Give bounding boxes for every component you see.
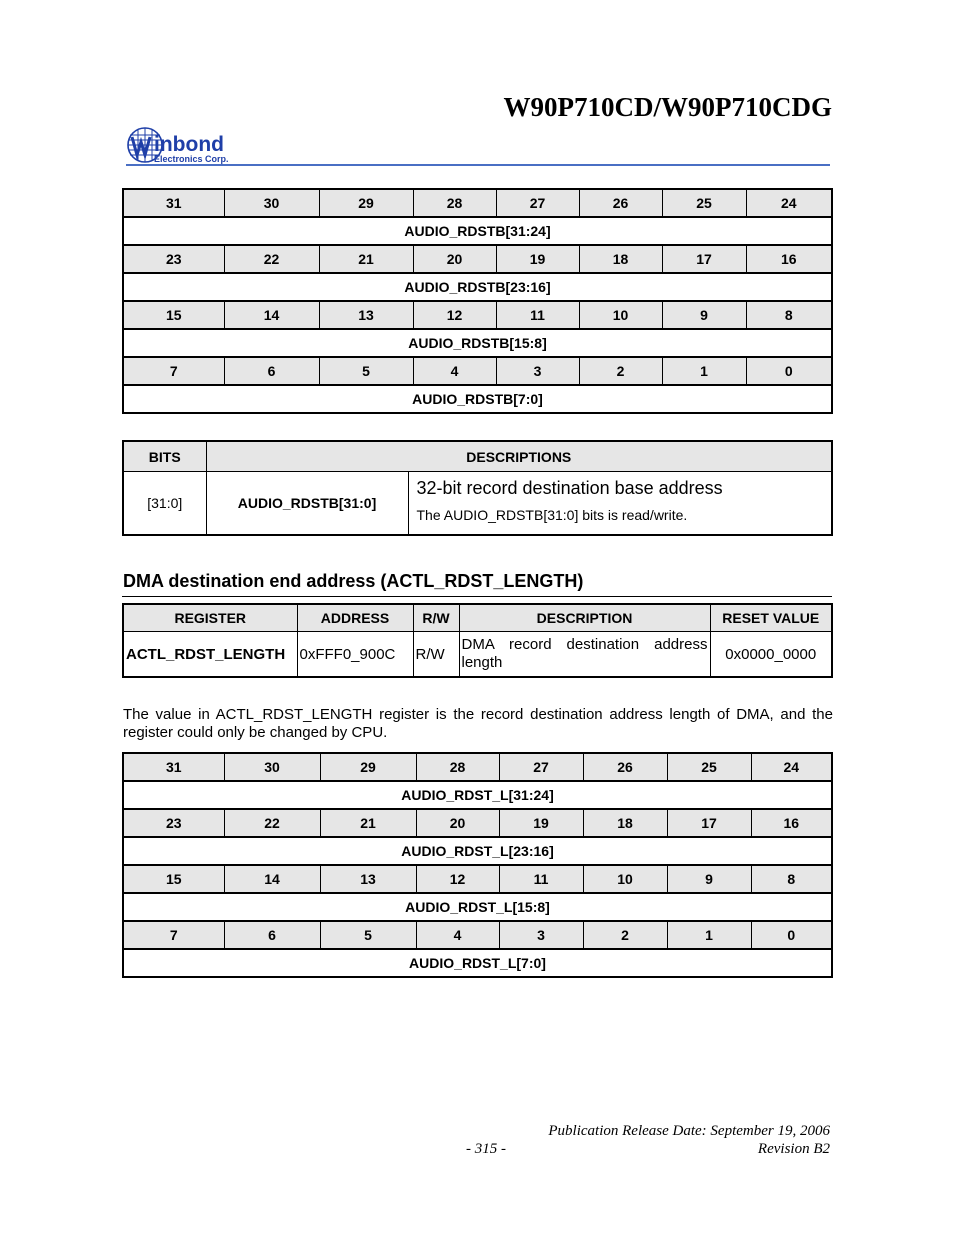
field-name-cell: AUDIO_RDSTB[31:24] (123, 217, 832, 245)
bit-number-cell: 30 (224, 753, 320, 781)
bit-number-cell: 14 (224, 301, 319, 329)
bit-number-cell: 4 (413, 357, 496, 385)
reset-value-cell: 0x0000_0000 (710, 632, 832, 678)
description-header: DESCRIPTION (459, 604, 710, 632)
bit-number-cell: 28 (416, 753, 499, 781)
field-name-row (123, 273, 832, 301)
bit-number-cell: 18 (579, 245, 662, 273)
description-note: The AUDIO_RDSTB[31:0] bits is read/write. (416, 507, 688, 523)
register-description-cell: DMA record destination address length (459, 632, 710, 678)
bit-number-cell: 7 (123, 921, 224, 949)
bit-number-cell: 31 (123, 189, 224, 217)
bit-number-cell: 31 (123, 753, 224, 781)
field-name-row (123, 949, 832, 977)
bit-number-cell: 27 (499, 753, 583, 781)
bit-number-cell: 29 (319, 189, 413, 217)
bit-number-cell: 18 (583, 809, 667, 837)
bit-number-cell: 9 (662, 301, 746, 329)
bit-number-cell: 8 (751, 865, 832, 893)
footer-revision: Revision B2 (757, 1141, 830, 1157)
bit-number-cell: 15 (123, 865, 224, 893)
bit-number-cell: 2 (579, 357, 662, 385)
document-title: W90P710CD/W90P710CDG (503, 92, 832, 122)
bit-number-cell: 10 (579, 301, 662, 329)
bit-number-cell: 3 (499, 921, 583, 949)
bit-number-cell: 26 (579, 189, 662, 217)
bit-number-cell: 4 (416, 921, 499, 949)
bit-number-cell: 5 (320, 921, 416, 949)
footer-release-date: Publication Release Date: September 19, 2006 (548, 1123, 830, 1139)
register-paragraph: The value in ACTL_RDST_LENGTH register is the record destination address length of DMA, and the register could only be changed by CPU. (123, 706, 833, 741)
address-cell: 0xFFF0_900C (297, 632, 413, 678)
bit-number-cell: 15 (123, 301, 224, 329)
register-header: REGISTER (123, 604, 297, 632)
section-rule (122, 596, 832, 597)
bit-number-cell: 28 (413, 189, 496, 217)
description-text: 32-bit record destination base address (416, 478, 723, 498)
bit-number-cell: 21 (319, 245, 413, 273)
bit-number-cell: 22 (224, 245, 319, 273)
bit-number-cell: 20 (413, 245, 496, 273)
bit-number-cell: 3 (496, 357, 579, 385)
bit-number-cell: 2 (583, 921, 667, 949)
field-name-cell: AUDIO_RDSTB[15:8] (123, 329, 832, 357)
field-name-row (123, 217, 832, 245)
bit-number-row (123, 245, 832, 273)
rw-cell: R/W (413, 632, 459, 678)
bit-number-cell: 25 (667, 753, 751, 781)
bit-table-audio-rdst-l (122, 752, 833, 978)
field-name-cell: AUDIO_RDST_L[23:16] (123, 837, 832, 865)
address-header: ADDRESS (297, 604, 413, 632)
bit-number-cell: 22 (224, 809, 320, 837)
bit-number-cell: 23 (123, 809, 224, 837)
bit-number-row (123, 865, 832, 893)
bit-number-cell: 19 (499, 809, 583, 837)
bit-number-cell: 12 (413, 301, 496, 329)
field-name-cell: AUDIO_RDSTB[23:16] (123, 273, 832, 301)
bit-table-audio-rdstb (122, 188, 833, 414)
bit-number-cell: 11 (499, 865, 583, 893)
bits-description-table (122, 440, 833, 536)
rw-header: R/W (413, 604, 459, 632)
bit-number-cell: 17 (662, 245, 746, 273)
register-name-cell: ACTL_RDST_LENGTH (123, 632, 297, 678)
bit-number-row (123, 301, 832, 329)
field-name-cell: AUDIO_RDST_L[31:24] (123, 781, 832, 809)
bit-number-cell: 12 (416, 865, 499, 893)
field-name-cell: AUDIO_RDSTB[7:0] (123, 385, 832, 413)
bit-number-cell: 6 (224, 357, 319, 385)
register-table (122, 603, 833, 678)
field-name-row (123, 781, 832, 809)
bit-number-cell: 13 (320, 865, 416, 893)
register-row (123, 632, 832, 678)
bits-header: BITS (123, 441, 206, 472)
bit-number-cell: 1 (667, 921, 751, 949)
field-name-row (123, 837, 832, 865)
bit-number-cell: 30 (224, 189, 319, 217)
descriptions-header: DESCRIPTIONS (206, 441, 832, 472)
field-name-cell: AUDIO_RDST_L[7:0] (123, 949, 832, 977)
winbond-logo (126, 126, 256, 166)
bit-number-cell: 13 (319, 301, 413, 329)
bit-number-cell: 1 (662, 357, 746, 385)
bit-number-cell: 24 (751, 753, 832, 781)
bit-number-cell: 0 (746, 357, 832, 385)
bit-number-cell: 25 (662, 189, 746, 217)
bit-number-cell: 16 (751, 809, 832, 837)
bit-number-cell: 14 (224, 865, 320, 893)
svg-text:inbond: inbond (154, 133, 224, 156)
bit-number-cell: 23 (123, 245, 224, 273)
field-name-cell: AUDIO_RDST_L[15:8] (123, 893, 832, 921)
bit-number-cell: 11 (496, 301, 579, 329)
section-heading: DMA destination end address (ACTL_RDST_LENGTH) (123, 571, 584, 591)
bit-number-cell: 27 (496, 189, 579, 217)
header-rule (126, 164, 830, 166)
bit-number-cell: 9 (667, 865, 751, 893)
bit-number-cell: 19 (496, 245, 579, 273)
bit-number-row (123, 809, 832, 837)
bit-number-cell: 7 (123, 357, 224, 385)
bit-number-cell: 24 (746, 189, 832, 217)
field-name-cell: AUDIO_RDSTB[31:0] (206, 472, 408, 536)
bit-number-cell: 16 (746, 245, 832, 273)
bit-number-cell: 20 (416, 809, 499, 837)
svg-text:Electronics Corp.: Electronics Corp. (154, 154, 229, 164)
bit-number-cell: 0 (751, 921, 832, 949)
bit-number-cell: 10 (583, 865, 667, 893)
bit-number-row (123, 921, 832, 949)
description-header-row (123, 441, 832, 472)
bit-number-cell: 21 (320, 809, 416, 837)
bit-number-row (123, 357, 832, 385)
bit-number-cell: 6 (224, 921, 320, 949)
description-row (123, 472, 832, 536)
bit-number-cell: 29 (320, 753, 416, 781)
bit-number-cell: 26 (583, 753, 667, 781)
bit-number-cell: 8 (746, 301, 832, 329)
register-header-row (123, 604, 832, 632)
bit-number-cell: 17 (667, 809, 751, 837)
reset-value-header: RESET VALUE (710, 604, 832, 632)
bit-number-cell: 5 (319, 357, 413, 385)
field-name-row (123, 893, 832, 921)
bits-range-cell: [31:0] (123, 472, 206, 536)
field-name-row (123, 385, 832, 413)
field-name-row (123, 329, 832, 357)
bit-number-row (123, 753, 832, 781)
description-cell (408, 472, 832, 536)
bit-number-row (123, 189, 832, 217)
footer-page-number: - 315 - (466, 1141, 506, 1157)
